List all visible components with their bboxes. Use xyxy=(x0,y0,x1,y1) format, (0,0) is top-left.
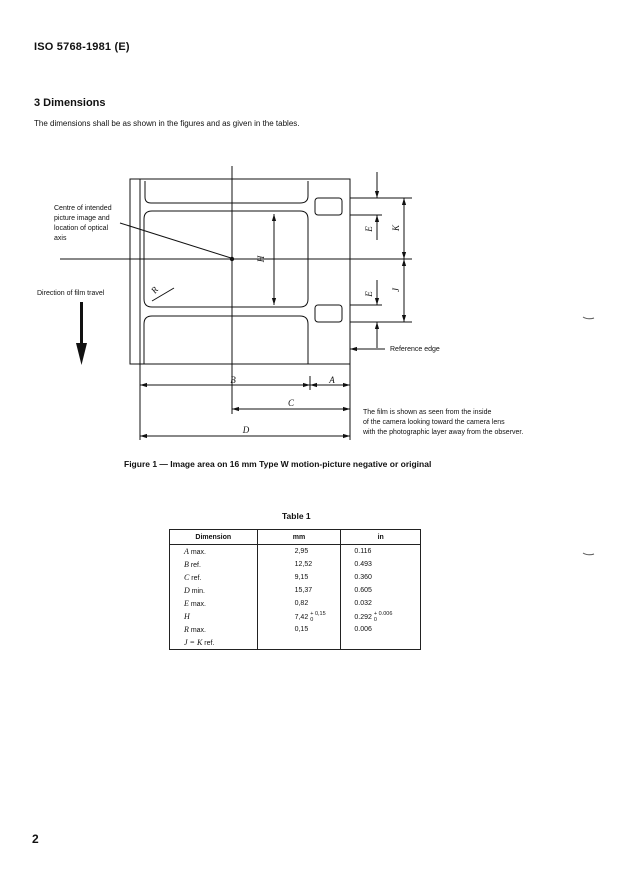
mm-tolerance: + 0,15 0 xyxy=(310,610,326,623)
figure-note: The film is shown as seen from the inside of the camera looking toward the camera lens with the photographic layer away from the observer. xyxy=(363,409,524,436)
dimension-cell: D min. xyxy=(170,584,258,597)
travel-arrow-head xyxy=(76,343,87,365)
dim-label-b: B xyxy=(230,375,236,385)
table-row xyxy=(170,623,421,636)
dim-label-d: D xyxy=(242,425,250,435)
dim-label-h: H xyxy=(256,255,266,263)
col-header-mm: mm xyxy=(257,530,341,545)
dim-label-j: J xyxy=(391,288,401,292)
table-row xyxy=(170,597,421,610)
in-cell xyxy=(341,636,421,650)
dimension-cell: B ref. xyxy=(170,558,258,571)
in-cell: 0.006 xyxy=(341,623,421,636)
table-row xyxy=(170,584,421,597)
dimension-cell: C ref. xyxy=(170,571,258,584)
dimension-cell: A max. xyxy=(170,545,258,559)
in-cell: 0.605 xyxy=(341,584,421,597)
mm-cell: 15,37 xyxy=(257,584,341,597)
in-cell: 0.032 xyxy=(341,597,421,610)
film-strip-outline xyxy=(130,179,350,364)
dim-label-e-top: E xyxy=(364,226,374,232)
table-row xyxy=(170,636,421,650)
table-row xyxy=(170,558,421,571)
dimension-cell: E max. xyxy=(170,597,258,610)
in-tolerance: + 0.006 0 xyxy=(373,610,393,623)
direction-label: Direction of film travel xyxy=(37,290,105,297)
dimension-cell: J = K ref. xyxy=(170,636,258,650)
dimension-cell: H xyxy=(170,610,258,623)
dimension-cell: R max. xyxy=(170,623,258,636)
frame-top xyxy=(145,181,308,203)
document-header: ISO 5768-1981 (E) xyxy=(34,41,130,53)
travel-arrow-shaft xyxy=(80,302,83,346)
frame-bottom xyxy=(152,316,308,364)
mm-cell: 7,42 + 0,15 0 xyxy=(257,610,341,623)
margin-mark-1 xyxy=(583,317,594,319)
dim-label-r: R xyxy=(148,284,161,296)
in-cell: 0.493 xyxy=(341,558,421,571)
figure-caption: Figure 1 — Image area on 16 mm Type W motion-picture negative or original xyxy=(124,459,432,469)
table-header-row xyxy=(170,530,421,545)
perforation-bottom xyxy=(315,305,342,322)
dim-label-a: A xyxy=(329,375,335,385)
mm-cell xyxy=(257,636,341,650)
section-title: 3 Dimensions xyxy=(34,97,106,109)
mm-cell: 0,15 xyxy=(257,623,341,636)
dimensions-table xyxy=(169,529,421,650)
table-title: Table 1 xyxy=(282,511,311,521)
mm-cell: 0,82 xyxy=(257,597,341,610)
margin-mark-2 xyxy=(583,553,594,555)
in-cell: 0.116 xyxy=(341,545,421,559)
section-intro: The dimensions shall be as shown in the figures and as given in the tables. xyxy=(34,119,300,128)
col-header-in: in xyxy=(341,530,421,545)
mm-cell: 9,15 xyxy=(257,571,341,584)
dim-label-c: C xyxy=(287,398,295,408)
reference-edge-label: Reference edge xyxy=(390,346,440,353)
in-cell: 0.292 + 0.006 0 xyxy=(341,610,421,623)
col-header-dimension: Dimension xyxy=(170,530,258,545)
mm-cell: 12,52 xyxy=(257,558,341,571)
perforation-top xyxy=(315,198,342,215)
table-row xyxy=(170,571,421,584)
table-row xyxy=(170,545,421,559)
table-row xyxy=(170,610,421,623)
page-number: 2 xyxy=(32,832,39,846)
optical-centre-point xyxy=(230,257,234,261)
in-cell: 0.360 xyxy=(341,571,421,584)
centre-label: Centre of intended picture image and location of optical axis xyxy=(54,205,112,242)
dim-label-k: K xyxy=(391,224,401,232)
mm-cell: 2,95 xyxy=(257,545,341,559)
dim-label-e-bottom: E xyxy=(364,291,374,297)
